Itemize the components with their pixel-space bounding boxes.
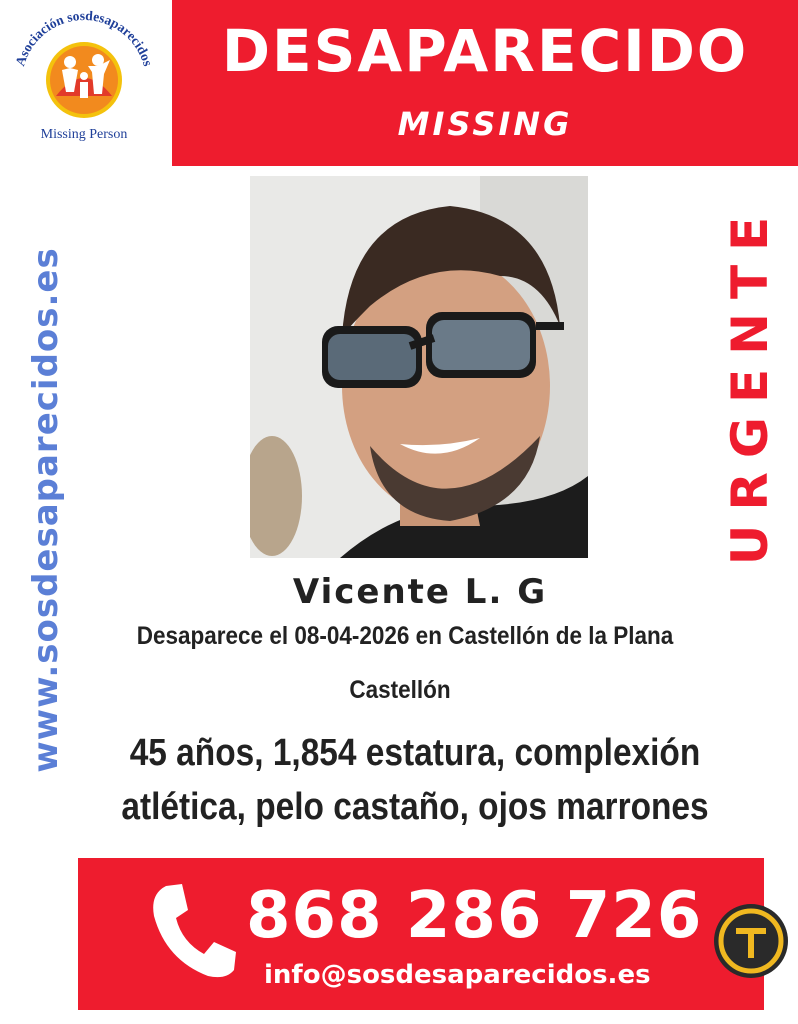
side-website-url: www.sosdesaparecidos.es [26, 247, 66, 773]
logo-arc-text: Asociación sosdesaparecidos [12, 7, 156, 68]
contact-banner [78, 858, 764, 1010]
missing-date-place: Desaparece el 08-04-2026 en Castellón de la Plana [136, 622, 674, 650]
description-line-1: 45 años, 1,854 estatura, complexión [129, 732, 701, 774]
header-subtitle: MISSING [397, 105, 573, 143]
portrait-image [250, 176, 588, 558]
logo-emblem-icon [0, 0, 170, 166]
header-banner [172, 0, 798, 166]
side-urgent-label: URGENTE [721, 202, 779, 566]
missing-province: Castellón [349, 676, 451, 704]
logo-caption: Missing Person [40, 127, 128, 142]
phone-icon [148, 880, 238, 980]
person-name: Vicente L. G [292, 572, 548, 612]
phone-number[interactable]: 868 286 726 [246, 879, 703, 953]
physical-description [103, 726, 728, 834]
association-logo [0, 0, 170, 166]
description-line-2: atlética, pelo castaño, ojos marrones [121, 786, 709, 828]
t-badge-icon [712, 902, 790, 980]
contact-email[interactable]: info@sosdesaparecidos.es [264, 960, 651, 990]
header-title: DESAPARECIDO [221, 17, 749, 85]
missing-person-photo [250, 176, 588, 558]
